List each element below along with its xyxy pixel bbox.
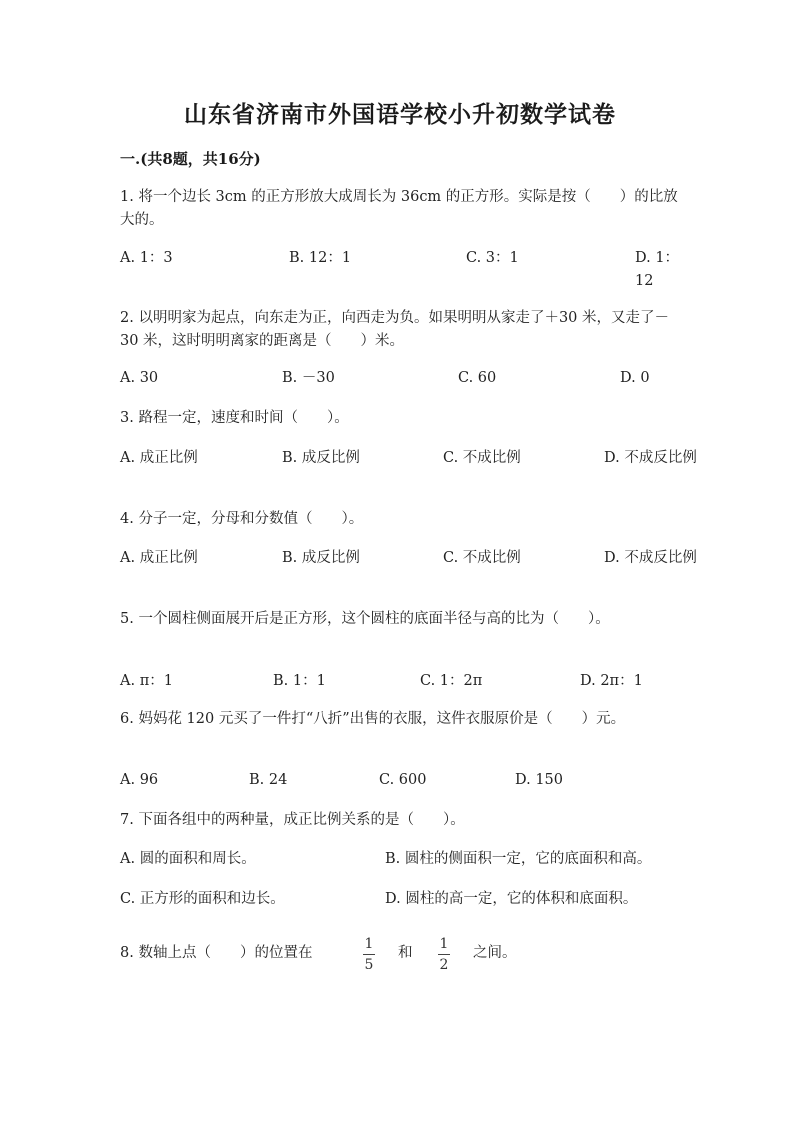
q6-option-a[interactable]: A. 96 — [120, 772, 159, 788]
q2-option-a[interactable]: A. 30 — [120, 370, 159, 386]
q1-option-a[interactable]: A. 1：3 — [120, 250, 173, 266]
question-1: 1. 将一个边长 3cm 的正方形放大成周长为 36cm 的正方形。实际是按（ ）的比放大的。 — [120, 189, 678, 228]
q3-option-a[interactable]: A. 成正比例 — [120, 450, 198, 466]
q2-option-c[interactable]: C. 60 — [458, 370, 497, 386]
q3-option-d[interactable] — [604, 447, 697, 470]
q4-option-a[interactable]: A. 成正比例 — [120, 550, 198, 566]
page-title: 山东省济南市外国语学校小升初数学试卷 — [184, 101, 616, 128]
q7-option-d[interactable]: D. 圆柱的高一定，它的体积和底面积。 — [385, 891, 638, 907]
q1-option-d-text: D. 1：12 — [635, 250, 680, 289]
q5-option-d[interactable]: D. 2π：1 — [580, 673, 643, 689]
q7-option-c[interactable]: C. 正方形的面积和边长。 — [120, 891, 285, 907]
fraction-one-fifth-numerator: 1 — [364, 936, 374, 952]
q4-option-d[interactable] — [604, 547, 697, 570]
q2-option-d[interactable]: D. 0 — [620, 370, 650, 386]
q8-text-before: 8. 数轴上点（ ）的位置在 — [120, 945, 313, 961]
q2-option-b[interactable]: B. －30 — [282, 370, 335, 386]
fraction-one-fifth-denominator: 5 — [364, 957, 374, 973]
q3-option-c[interactable]: C. 不成比例 — [443, 450, 521, 466]
fraction-bar — [363, 954, 375, 955]
q3-option-d-text: D. 不成反比例 — [604, 450, 697, 466]
fraction-one-half-numerator: 1 — [439, 936, 449, 952]
q5-option-a[interactable]: A. π：1 — [120, 673, 173, 689]
question-7: 7. 下面各组中的两种量，成正比例关系的是（ ）。 — [120, 812, 465, 828]
q1-option-c[interactable]: C. 3：1 — [466, 250, 519, 266]
q6-option-d[interactable]: D. 150 — [515, 772, 564, 788]
q4-option-b[interactable]: B. 成反比例 — [282, 550, 360, 566]
q8-text-middle: 和 — [398, 945, 413, 961]
q3-option-b[interactable]: B. 成反比例 — [282, 450, 360, 466]
q6-option-b[interactable]: B. 24 — [249, 772, 288, 788]
q4-option-c[interactable]: C. 不成比例 — [443, 550, 521, 566]
question-2: 2. 以明明家为起点，向东走为正，向西走为负。如果明明从家走了＋30 米，又走了－30 米，这时明明离家的距离是（ ）米。 — [120, 310, 670, 349]
q6-option-c[interactable]: C. 600 — [379, 772, 427, 788]
q1-option-d[interactable] — [635, 247, 685, 293]
q8-text-after: 之间。 — [473, 945, 517, 961]
fraction-bar — [438, 954, 450, 955]
q5-option-b[interactable]: B. 1：1 — [273, 673, 326, 689]
question-6: 6. 妈妈花 120 元买了一件打“八折”出售的衣服，这件衣服原价是（ ）元。 — [120, 711, 626, 727]
fraction-one-half-denominator: 2 — [439, 957, 449, 973]
q7-option-a[interactable]: A. 圆的面积和周长。 — [120, 851, 256, 867]
question-4: 4. 分子一定，分母和分数值（ ）。 — [120, 511, 364, 527]
question-5: 5. 一个圆柱侧面展开后是正方形，这个圆柱的底面半径与高的比为（ ）。 — [120, 611, 610, 627]
q4-option-d-text: D. 不成反比例 — [604, 550, 697, 566]
section-heading: 一.(共8题，共16分) — [120, 150, 261, 168]
q5-option-c[interactable]: C. 1：2π — [420, 673, 483, 689]
question-3: 3. 路程一定，速度和时间（ ）。 — [120, 410, 349, 426]
fraction-one-fifth — [362, 936, 376, 973]
q7-option-b[interactable]: B. 圆柱的侧面积一定，它的底面积和高。 — [385, 851, 652, 867]
fraction-one-half — [437, 936, 451, 973]
q1-option-b[interactable]: B. 12：1 — [289, 250, 352, 266]
